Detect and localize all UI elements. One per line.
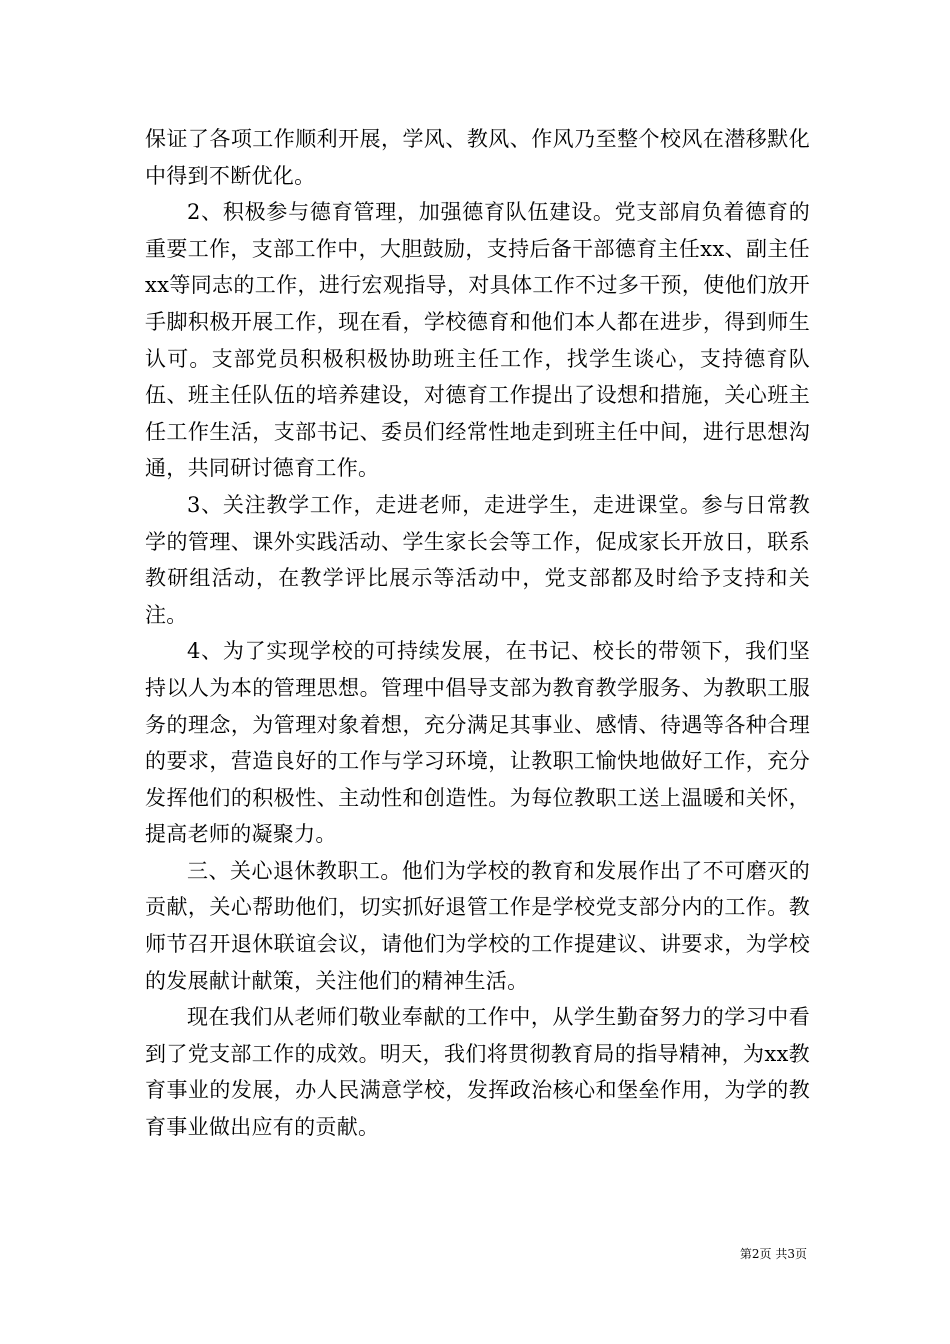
paragraph-teaching-work: 3、关注教学工作，走进老师，走进学生，走进课堂。参与日常教学的管理、课外实践活动、学生家长会等工作，促成家长开放日，联系教研组活动，在教学评比展示等活动中，党支部都及时给予支持和关注。 (145, 492, 810, 627)
footer-current-page: 2 (751, 1247, 760, 1261)
paragraph-sustainable-development: 4、为了实现学校的可持续发展，在书记、校长的带领下，我们坚持以人为本的管理思想。管理中倡导支部为教育教学服务、为教职工服务的理念，为管理对象着想，充分满足其事业、感情、待遇等各种合理的要求，营造良好的工作与学习环境，让教职工愉快地做好工作，充分发挥他们的积极性、主动性和创造性。为每位教职工送上温暖和关怀，提高老师的凝聚力。 (145, 639, 810, 847)
page-number-footer (0, 1246, 807, 1262)
footer-total-pages: 3 (787, 1247, 795, 1261)
footer-middle: 页 共 (759, 1247, 788, 1261)
footer-suffix: 页 (794, 1247, 807, 1261)
document-body (145, 121, 810, 1146)
footer-prefix: 第 (739, 1247, 752, 1261)
paragraph-moral-education: 2、积极参与德育管理，加强德育队伍建设。党支部肩负着德育的重要工作，支部工作中，大胆鼓励，支持后备干部德育主任xx、副主任xx等同志的工作，进行宏观指导，对具体工作不过多干预，使他们放开手脚积极开展工作，现在看，学校德育和他们本人都在进步，得到师生认可。支部党员积极积极协助班主任工作，找学生谈心，支持德育队伍、班主任队伍的培养建设，对德育工作提出了设想和措施，关心班主任工作生活，支部书记、委员们经常性地走到班主任中间，进行思想沟通，共同研讨德育工作。 (145, 200, 810, 481)
paragraph-retired-staff: 三、关心退休教职工。他们为学校的教育和发展作出了不可磨灭的贡献，关心帮助他们，切实抓好退管工作是学校党支部分内的工作。教师节召开退休联谊会议，请他们为学校的工作提建议、讲要求，为学校的发展献计献策，关注他们的精神生活。 (145, 858, 810, 993)
paragraph-conclusion: 现在我们从老师们敬业奉献的工作中，从学生勤奋努力的学习中看到了党支部工作的成效。明天，我们将贯彻教育局的指导精神，为xx教育事业的发展，办人民满意学校，发挥政治核心和堡垒作用，为学的教育事业做出应有的贡献。 (145, 1005, 810, 1140)
paragraph-continued: 保证了各项工作顺利开展，学风、教风、作风乃至整个校风在潜移默化中得到不断优化。 (145, 127, 810, 188)
